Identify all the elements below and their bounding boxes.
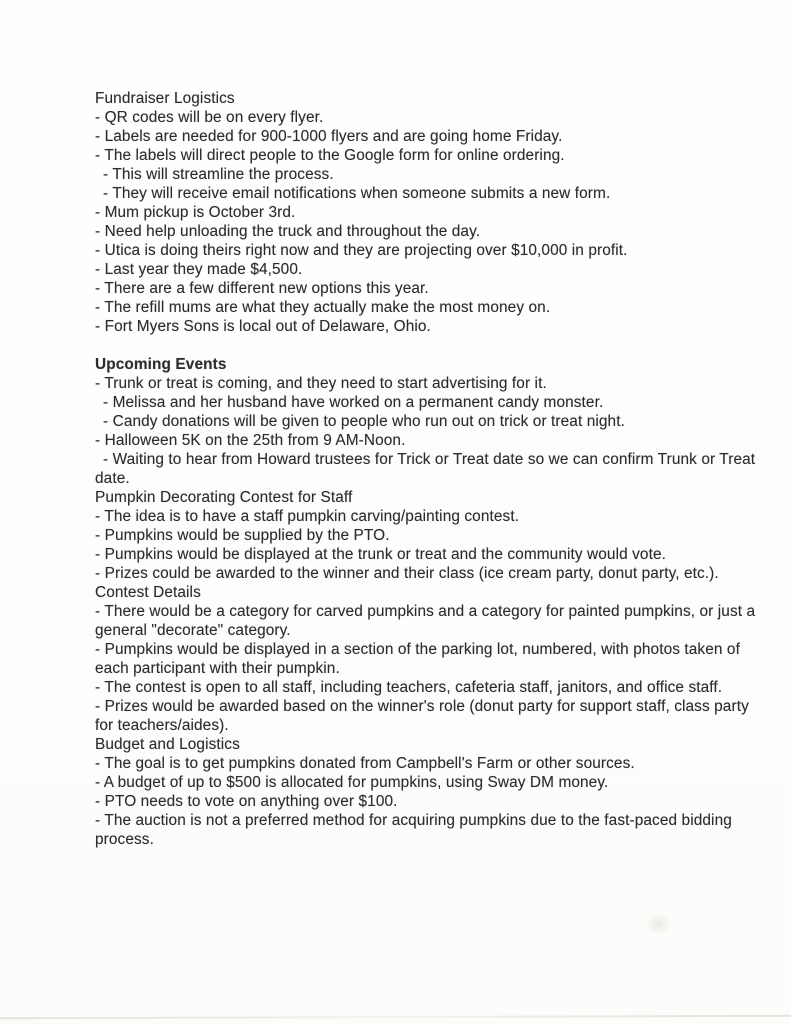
text-line: - Last year they made $4,500. <box>95 261 303 278</box>
text-line: - QR codes will be on every flyer. <box>95 109 324 126</box>
text-line: - Prizes would be awarded based on the winner's role (donut party for support staff, class party <box>95 698 749 715</box>
text-line: - Utica is doing theirs right now and they are projecting over $10,000 in profit. <box>95 242 628 259</box>
text-line: Contest Details <box>95 584 201 601</box>
text-line: - A budget of up to $500 is allocated for pumpkins, using Sway DM money. <box>95 774 609 791</box>
text-line: for teachers/aides). <box>95 717 229 734</box>
text-line: - Pumpkins would be displayed in a section of the parking lot, numbered, with photos taken of <box>95 641 740 658</box>
text-line: Budget and Logistics <box>95 736 240 753</box>
text-line: - The idea is to have a staff pumpkin carving/painting contest. <box>95 508 520 525</box>
text-line: - Candy donations will be given to people who run out on trick or treat night. <box>103 413 625 430</box>
scan-smudge <box>646 913 672 935</box>
text-line: Pumpkin Decorating Contest for Staff <box>95 489 353 506</box>
scan-edge-line <box>0 1015 791 1019</box>
text-line: - They will receive email notifications when someone submits a new form. <box>103 185 611 202</box>
text-line: - Waiting to hear from Howard trustees for Trick or Treat date so we can confirm Trunk or Treat <box>103 451 756 468</box>
text-line: date. <box>95 470 130 487</box>
text-line: - Trunk or treat is coming, and they need to start advertising for it. <box>95 375 547 392</box>
document-text <box>95 89 755 849</box>
text-line: - Pumpkins would be supplied by the PTO. <box>95 527 390 544</box>
text-line: general "decorate" category. <box>95 622 291 639</box>
text-line: - Need help unloading the truck and throughout the day. <box>95 223 481 240</box>
text-line: - The labels will direct people to the Google form for online ordering. <box>95 147 565 164</box>
text-line: - The auction is not a preferred method for acquiring pumpkins due to the fast-paced bidding <box>95 812 732 829</box>
text-line: each participant with their pumpkin. <box>95 660 340 677</box>
text-line: - There are a few different new options this year. <box>95 280 429 297</box>
text-line: - Fort Myers Sons is local out of Delaware, Ohio. <box>95 318 431 335</box>
text-line: - Mum pickup is October 3rd. <box>95 204 296 221</box>
text-line: - The refill mums are what they actually make the most money on. <box>95 299 551 316</box>
text-line: Fundraiser Logistics <box>95 90 235 107</box>
text-line: process. <box>95 831 154 848</box>
text-line: - Melissa and her husband have worked on a permanent candy monster. <box>103 394 604 411</box>
text-line: - Halloween 5K on the 25th from 9 AM-Noon. <box>95 432 406 449</box>
text-line: Upcoming Events <box>95 356 227 373</box>
text-line: - Pumpkins would be displayed at the trunk or treat and the community would vote. <box>95 546 667 563</box>
text-line: - Prizes could be awarded to the winner and their class (ice cream party, donut party, etc.). <box>95 565 719 582</box>
text-line: - There would be a category for carved pumpkins and a category for painted pumpkins, or just a <box>95 603 756 620</box>
text-line: - The contest is open to all staff, including teachers, cafeteria staff, janitors, and office staff. <box>95 679 723 696</box>
text-line: - The goal is to get pumpkins donated from Campbell's Farm or other sources. <box>95 755 635 772</box>
text-line: - Labels are needed for 900-1000 flyers and are going home Friday. <box>95 128 563 145</box>
text-line: - PTO needs to vote on anything over $100. <box>95 793 398 810</box>
blank-line <box>95 336 755 355</box>
text-line: - This will streamline the process. <box>103 166 334 183</box>
